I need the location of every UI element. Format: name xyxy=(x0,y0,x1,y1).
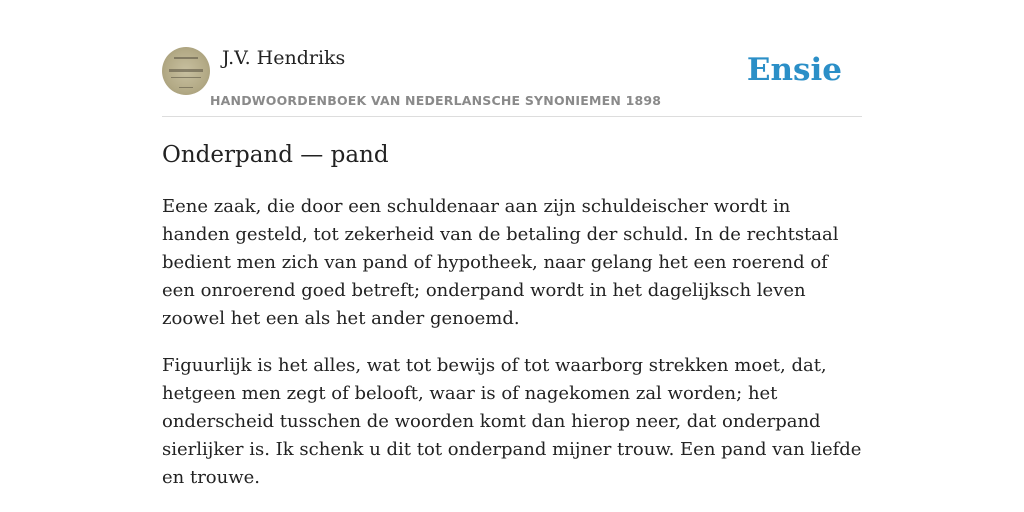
book-cover-avatar[interactable] xyxy=(162,47,210,95)
cover-line xyxy=(174,57,198,59)
book-title[interactable]: HANDWOORDENBOEK VAN NEDERLANSCHE SYNONIEMEN 1898 xyxy=(210,93,662,108)
ensie-logo[interactable]: Ensie xyxy=(746,52,842,88)
cover-line xyxy=(169,69,203,72)
entry-paragraph: Eene zaak, die door een schuldenaar aan zijn schuldeischer wordt in handen gesteld, tot zekerheid van de betaling der schuld. In de rechtstaal bedient men zich van pand of hypotheek, naar gelang het een roerend of een onroerend goed betreft; onderpand wordt in het dagelijksch leven zoowel het een als het ander genoemd. xyxy=(162,196,839,329)
author-name[interactable]: J.V. Hendriks xyxy=(222,47,346,69)
cover-line xyxy=(179,87,193,88)
entry-body xyxy=(162,193,862,511)
cover-line xyxy=(171,77,201,78)
entry-title: Onderpand — pand xyxy=(162,142,389,168)
header xyxy=(162,46,862,117)
entry-paragraph: Figuurlijk is het alles, wat tot bewijs of tot waarborg strekken moet, dat, hetgeen men zegt of belooft, waar is of nagekomen zal worden; het onderscheid tusschen de woorden komt dan hierop neer, dat onderpand sierlijker is. Ik schenk u dit tot onderpand mijner trouw. Een pand van liefde en trouwe. xyxy=(162,355,862,488)
